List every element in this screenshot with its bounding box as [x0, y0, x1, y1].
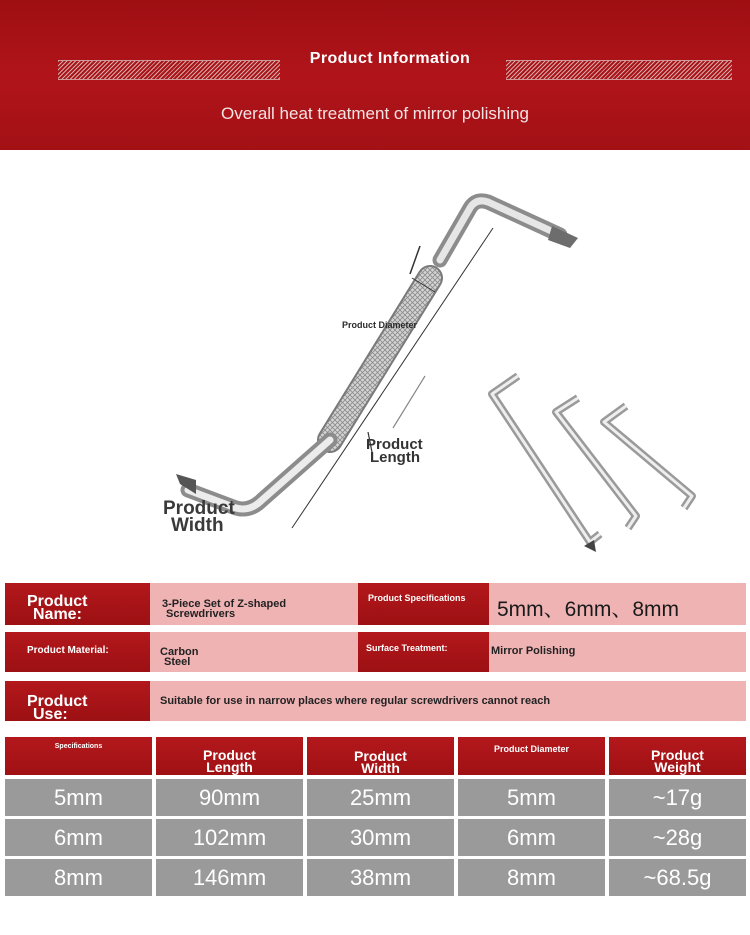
use-label-cell — [5, 681, 150, 721]
label-length-line1: Product — [366, 436, 423, 453]
name-label-line1: Product — [27, 593, 88, 610]
spec-table-header — [5, 737, 746, 775]
cell-length: 102mm — [156, 819, 303, 856]
header-diameter-text: Product Diameter — [493, 744, 570, 754]
cell-weight: ~28g — [609, 819, 746, 856]
surface-value: Mirror Polishing — [491, 645, 576, 657]
hatch-decoration-left — [58, 60, 280, 80]
label-width-line1: Product — [163, 498, 235, 519]
cell-diameter: 8mm — [458, 859, 605, 896]
table-row — [5, 779, 746, 816]
use-label-line2: Use: — [33, 706, 68, 723]
info-row-use — [5, 681, 746, 721]
cell-weight: ~68.5g — [609, 859, 746, 896]
name-label-cell — [5, 583, 150, 625]
name-value-line1: 3-Piece Set of Z-shaped — [162, 598, 287, 610]
material-value-line1: Carbon — [160, 646, 199, 658]
header-product-weight — [609, 737, 746, 775]
header-weight-line1: Product — [651, 747, 704, 763]
surface-label-cell — [358, 632, 489, 672]
header-product-diameter — [458, 737, 605, 775]
label-width-line2: Width — [171, 515, 224, 536]
spec-value-cell — [489, 583, 746, 625]
use-label-line1: Product — [27, 693, 88, 710]
use-value-cell — [150, 681, 746, 721]
label-product-length — [366, 438, 423, 464]
name-value-cell — [150, 583, 358, 625]
info-row-material — [5, 632, 746, 672]
material-label-cell — [5, 632, 150, 672]
cell-diameter: 6mm — [458, 819, 605, 856]
header-length-line2: Length — [206, 759, 253, 775]
cell-specification: 6mm — [5, 819, 152, 856]
hatch-decoration-right — [506, 60, 732, 80]
header-product-width — [307, 737, 454, 775]
header-product-length — [156, 737, 303, 775]
cell-specification: 5mm — [5, 779, 152, 816]
name-value-line2: Screwdrivers — [166, 608, 236, 620]
material-label: Product Material: — [27, 645, 109, 656]
label-product-diameter: Product Diameter — [342, 320, 418, 330]
use-value: Suitable for use in narrow places where regular screwdrivers cannot reach — [160, 695, 551, 707]
surface-value-cell — [489, 632, 746, 672]
spec-label-cell — [358, 583, 489, 625]
table-row — [5, 859, 746, 896]
label-length-line2: Length — [370, 449, 420, 466]
header-subtitle: Overall heat treatment of mirror polishing — [220, 104, 530, 123]
header-specifications-text: Specifications — [54, 743, 103, 750]
screwdriver-drawing — [0, 150, 750, 580]
header-width-line2: Width — [361, 760, 400, 776]
material-value-cell — [150, 632, 358, 672]
cell-diameter: 5mm — [458, 779, 605, 816]
header-specifications — [5, 737, 152, 775]
product-illustration — [0, 150, 750, 580]
cell-width: 30mm — [307, 819, 454, 856]
table-row — [5, 819, 746, 856]
cell-length: 90mm — [156, 779, 303, 816]
cell-specification: 8mm — [5, 859, 152, 896]
header-banner — [0, 0, 750, 150]
cell-width: 25mm — [307, 779, 454, 816]
header-width-line1: Product — [354, 748, 407, 764]
surface-label: Surface Treatment: — [366, 643, 448, 653]
spec-value: 5mm、6mm、8mm — [497, 598, 679, 621]
header-length-line1: Product — [203, 747, 256, 763]
cell-length: 146mm — [156, 859, 303, 896]
info-row-name — [5, 583, 746, 625]
main-screwdriver — [176, 201, 578, 528]
header-weight-line2: Weight — [654, 759, 701, 775]
cell-weight: ~17g — [609, 779, 746, 816]
material-value-line2: Steel — [164, 656, 191, 668]
cell-width: 38mm — [307, 859, 454, 896]
label-product-width — [163, 500, 235, 534]
name-label-line2: Name: — [33, 606, 82, 623]
header-title-row — [0, 44, 750, 84]
spec-label: Product Specifications — [368, 593, 466, 603]
header-title: Product Information — [309, 50, 471, 67]
screwdriver-set — [492, 376, 692, 552]
